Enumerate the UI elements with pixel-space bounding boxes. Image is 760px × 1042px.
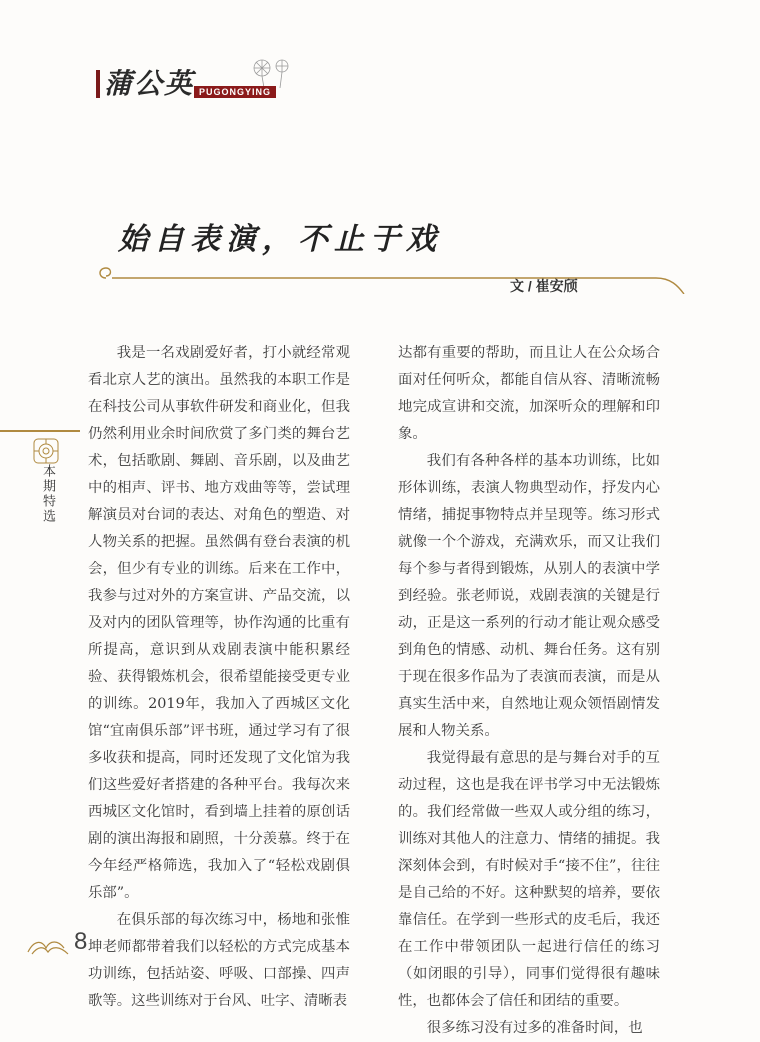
section-label: 本期特选 (40, 464, 55, 524)
paragraph: 在俱乐部的每次练习中，杨地和张惟坤老师都带着我们以轻松的方式完成基本功训练，包括站姿、呼吸、口部操、四声歌等。这些训练对于台风、吐字、清晰表 (88, 912, 350, 1009)
paragraph: 我觉得最有意思的是与舞台对手的互动过程，这也是我在评书学习中无法锻炼的。我们经常做一些双人或分组的练习，训练对其他人的注意力、情绪的捕捉。我深刻体会到，有时候对手“接不住”，往往是自己给的不好。这种默契的培养，要依靠信任。在学到一些形式的皮毛后，我还在工作中带领团队一起进行信任的练习（如闭眼的引导），同事们觉得很有趣味性，也都体会了信任和团结的重要。 (398, 750, 660, 1009)
wave-ornament-icon (26, 936, 72, 956)
left-column (88, 340, 350, 1015)
paragraph: 达都有重要的帮助，而且让人在公众场合面对任何听众，都能自信从容、清晰流畅地完成宣讲和交流，加深听众的理解和印象。 (398, 345, 660, 442)
masthead-title: 蒲公英 (104, 67, 195, 100)
article-title: 始自表演，不止于戏 (118, 222, 442, 257)
paragraph: 很多练习没有过多的准备时间，也 (426, 1020, 643, 1036)
paragraph: 我是一名戏剧爱好者，打小就经常观看北京人艺的演出。虽然我的本职工作是在科技公司从事软件研发和商业化，但我仍然利用业余时间欣赏了多门类的舞台艺术，包括歌剧、舞剧、音乐剧，以及曲艺中的相声、评书、地方戏曲等等，尝试理解演员对台词的表达、对角色的塑造、对人物关系的把握。虽然偶有登台表演的机会，但少有专业的训练。后来在工作中，我参与过对外的方案宣讲、产品交流，以及对内的团队管理等，协作沟通的比重有所提高，意识到从戏剧表演中能积累经验、获得锻炼机会，很希望能接受更专业的训练。2019年，我加入了西城区文化馆“宜南俱乐部”评书班，通过学习有了很多收获和提高，同时还发现了文化馆为我们这些爱好者搭建的各种平台。我每次来西城区文化馆时，看到墙上挂着的原创话剧的演出海报和剧照，十分羡慕。终于在今年经严格筛选，我加入了“轻松戏剧俱乐部”。 (88, 345, 350, 901)
page-number: 8 (74, 928, 88, 955)
paragraph: 我们有各种各样的基本功训练，比如形体训练，表演人物典型动作，抒发内心情绪，捕捉事物特点并呈现等。练习形式就像一个个游戏，充满欢乐，而又让我们每个参与者得到锻炼，从别人的表演中学到经验。张老师说，戏剧表演的关键是行动，正是这一系列的行动才能让观众感受到角色的情感、动机、舞台任务。这有别于现在很多作品为了表演而表演，而是从真实生活中来，自然地让观众领悟剧情发展和人物关系。 (398, 453, 660, 739)
right-column (398, 340, 660, 1042)
masthead-logo (96, 56, 296, 106)
masthead-subtitle: PUGONGYING (194, 86, 276, 98)
sidebar-rule (0, 430, 80, 432)
section-emblem-icon (30, 437, 66, 465)
dandelion-icon (246, 56, 294, 90)
byline: 文 / 崔安颀 (510, 278, 578, 294)
title-divider-ornament (96, 264, 696, 294)
masthead-accent-bar (96, 70, 100, 98)
